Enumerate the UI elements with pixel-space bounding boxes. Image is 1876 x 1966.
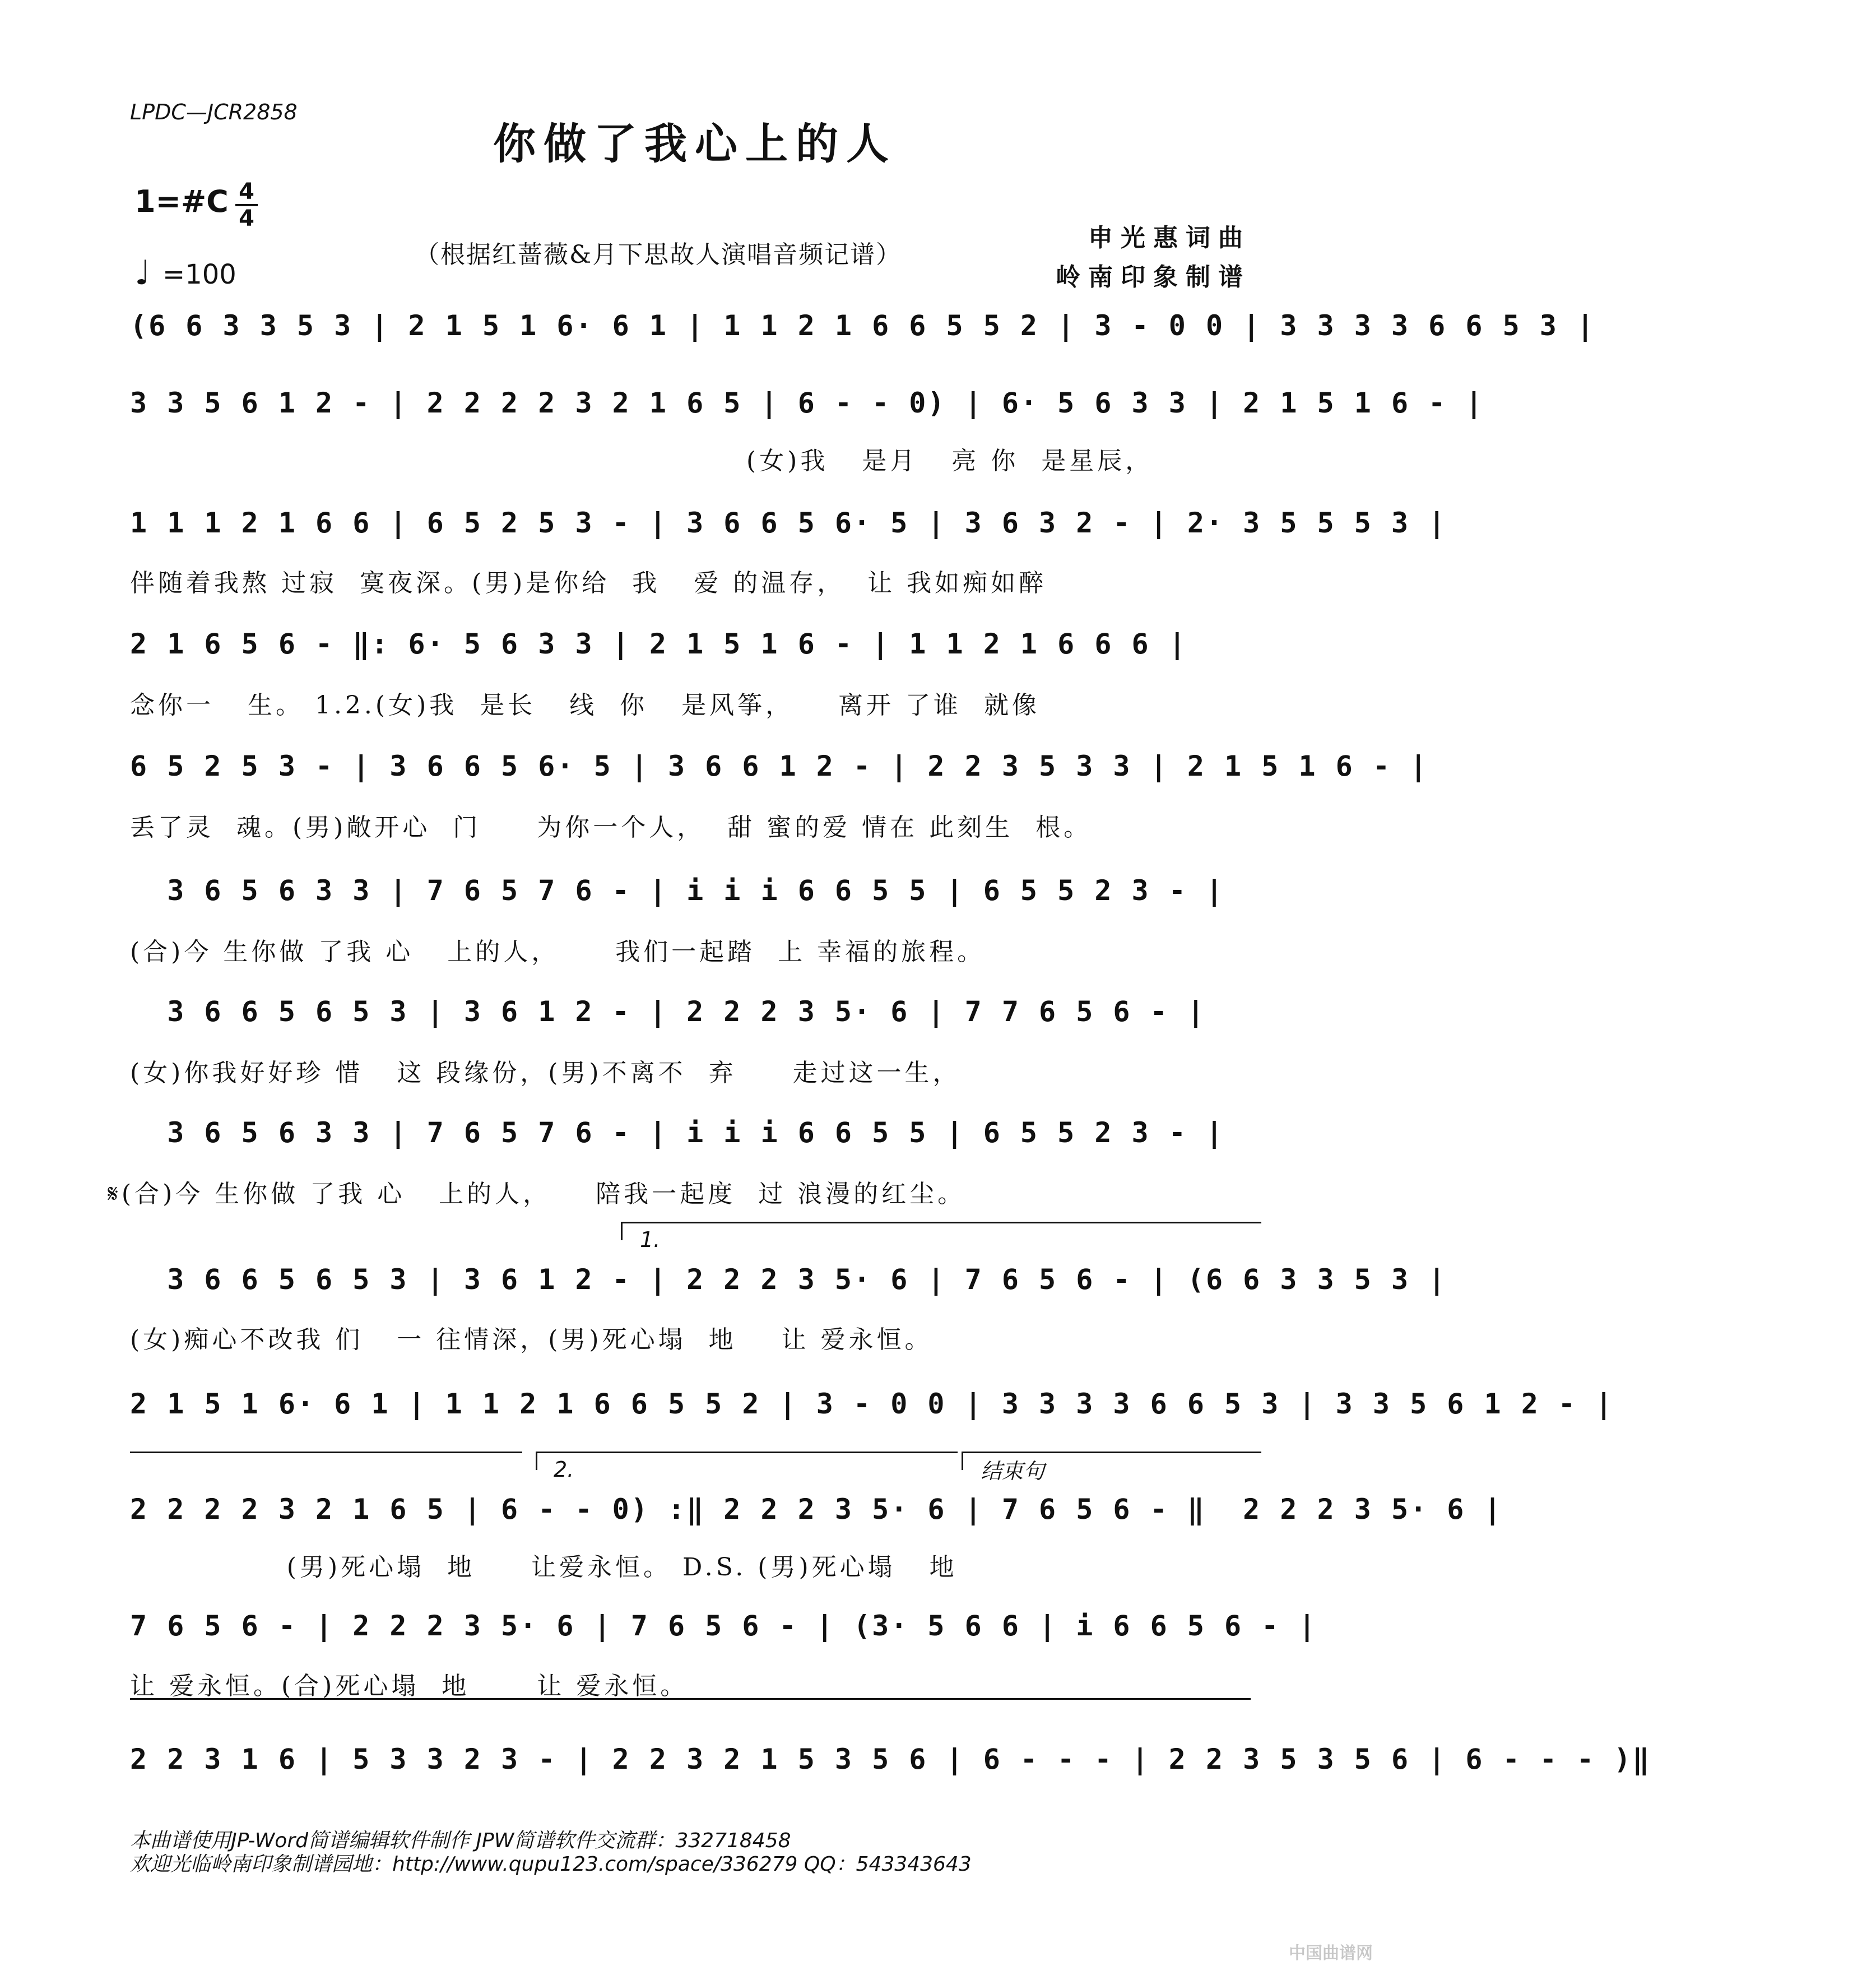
time-signature	[235, 180, 258, 230]
footer-software-note: 本曲谱使用JP-Word简谱编辑软件制作 JPW简谱软件交流群：332718458	[130, 1829, 791, 1852]
credit-lyrics-music: 申光惠词曲	[1088, 224, 1251, 252]
credit-score-maker: 岭南印象制谱	[1056, 263, 1251, 291]
lyrics-line: 让 爱永恒。(合)死心塌 地 让 爱永恒。	[130, 1672, 689, 1700]
notes-line: 2 2 3 1 6 | 5 3 3 2 3 - | 2 2 3 2 1 5 3 5 6 | 6 - - - | 2 2 3 5 3 5 6 | 6 - - - )‖	[130, 1743, 1651, 1775]
first-ending-bracket	[621, 1222, 1261, 1240]
notes-line: 3 3 5 6 1 2 - | 2 2 2 2 3 2 1 6 5 | 6 - - 0) | 6· 5 6 3 3 | 2 1 5 1 6 - |	[130, 387, 1484, 419]
second-ending-label: 2.	[554, 1457, 574, 1482]
song-title: 你做了我心上的人	[493, 119, 897, 169]
lyrics-line: (合)今 生你做 了我 心 上的人， 我们一起踏 上 幸福的旅程。	[130, 938, 986, 966]
notes-line: 2 1 6 5 6 - ‖: 6· 5 6 3 3 | 2 1 5 1 6 - | 1 1 2 1 6 6 6 |	[130, 628, 1187, 660]
key-signature: 1=#C	[134, 184, 229, 219]
notes-line: 3 6 6 5 6 5 3 | 3 6 1 2 - | 2 2 2 3 5· 6 | 7 6 5 6 - | (6 6 3 3 5 3 |	[130, 1263, 1447, 1296]
lyrics-line: (女)我 是月 亮 你 是星辰，	[746, 447, 1154, 475]
notes-line: 7 6 5 6 - | 2 2 2 3 5· 6 | 7 6 5 6 - | (3· 5 6 6 | i 6 6 5 6 - |	[130, 1610, 1317, 1642]
notes-line: 3 6 5 6 3 3 | 7 6 5 7 6 - | i i i 6 6 5 5 | 6 5 5 2 3 - |	[130, 874, 1225, 907]
footer-contact-note: 欢迎光临岭南印象制谱园地：http://www.qupu123.com/space/336279 QQ：543343643	[130, 1853, 972, 1876]
tempo-marking: =100	[162, 259, 236, 290]
lyrics-line: 丢了灵 魂。(男)敞开心 门 为你一个人， 甜 蜜的爱 情在 此刻生 根。	[130, 813, 1092, 842]
lyrics-line: (女)痴心不改我 们 一 往情深，(男)死心塌 地 让 爱永恒。	[130, 1325, 933, 1354]
lyrics-line: (女)你我好好珍 惜 这 段缘份，(男)不离不 弃 走过这一生，	[130, 1059, 961, 1087]
quarter-note-icon: ♩	[134, 253, 151, 293]
notes-line: (6 6 3 3 5 3 | 2 1 5 1 6· 6 1 | 1 1 2 1 6 6 5 5 2 | 3 - 0 0 | 3 3 3 3 6 6 5 3 |	[130, 309, 1596, 342]
notes-line: 1 1 1 2 1 6 6 | 6 5 2 5 3 - | 3 6 6 5 6· 5 | 3 6 3 2 - | 2· 3 5 5 5 3 |	[130, 507, 1447, 539]
lyrics-line: 念你一 生。 1.2.(女)我 是长 线 你 是风筝， 离开 了谁 就像	[130, 691, 1041, 720]
notes-line: 2 2 2 2 3 2 1 6 5 | 6 - - 0) :‖ 2 2 2 3 5· 6 | 7 6 5 6 - ‖ 2 2 2 3 5· 6 |	[130, 1493, 1503, 1525]
watermark-logo: 中国曲谱网	[1289, 1944, 1373, 1963]
notes-line: 6 5 2 5 3 - | 3 6 6 5 6· 5 | 3 6 6 1 2 - | 2 2 3 5 3 3 | 2 1 5 1 6 - |	[130, 750, 1429, 782]
notes-line: 2 1 5 1 6· 6 1 | 1 1 2 1 6 6 5 5 2 | 3 - 0 0 | 3 3 3 3 6 6 5 3 | 3 3 5 6 1 2 - |	[130, 1388, 1614, 1420]
coda-label: 结束句	[981, 1459, 1045, 1483]
first-ending-label: 1.	[640, 1227, 661, 1252]
lyrics-line: (男)死心塌 地 让爱永恒。 D.S. (男)死心塌 地	[130, 1553, 958, 1582]
time-signature-top: 4	[239, 179, 254, 205]
coda-continuation	[130, 1698, 1251, 1717]
score-code: LPDC—JCR2858	[130, 100, 298, 124]
lyrics-line: 伴随着我熬 过寂 寞夜深。(男)是你给 我 爱 的温存， 让 我如痴如醉	[130, 569, 1047, 597]
second-ending-bracket	[536, 1452, 958, 1470]
subtitle: （根据红蔷薇&月下思故人演唱音频记谱）	[415, 240, 902, 269]
first-ending-continuation	[130, 1452, 522, 1470]
time-signature-bottom: 4	[239, 206, 254, 231]
notes-line: 3 6 5 6 3 3 | 7 6 5 7 6 - | i i i 6 6 5 5 | 6 5 5 2 3 - |	[130, 1116, 1225, 1149]
lyrics-line: 𝄋(合)今 生你做 了我 心 上的人， 陪我一起度 过 浪漫的红尘。	[108, 1180, 966, 1208]
notes-line: 3 6 6 5 6 5 3 | 3 6 1 2 - | 2 2 2 3 5· 6 | 7 7 6 5 6 - |	[130, 995, 1206, 1028]
